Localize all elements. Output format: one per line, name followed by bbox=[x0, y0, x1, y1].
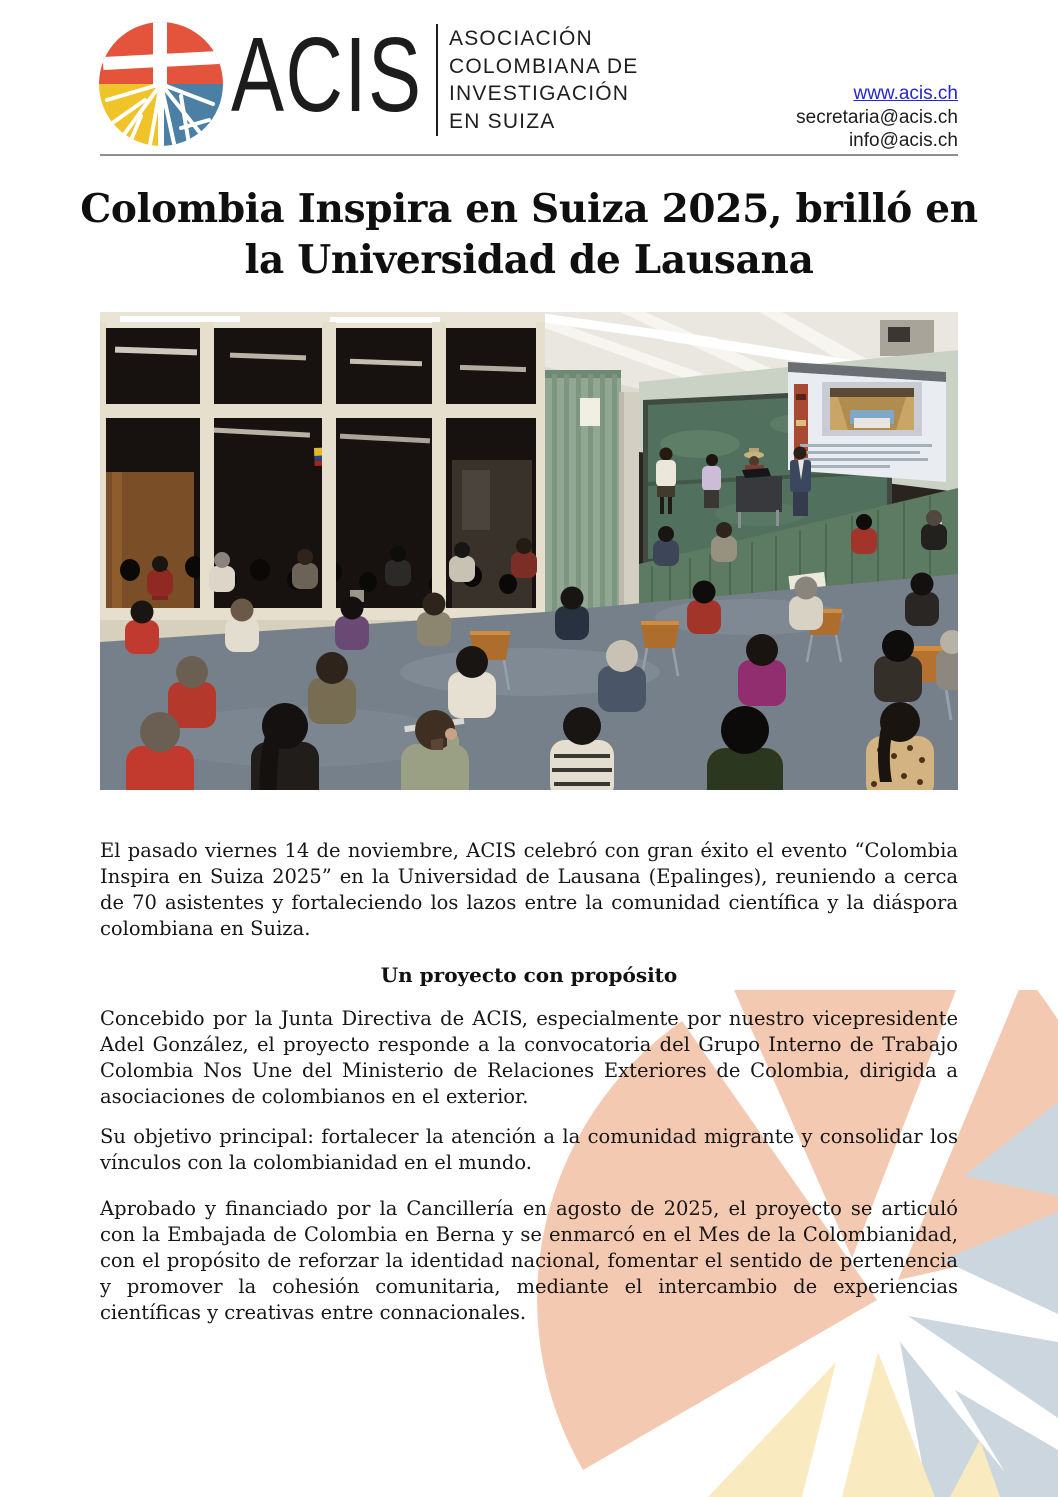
article-title-line2: la Universidad de Lausana bbox=[244, 237, 814, 283]
paragraph-4: Aprobado y financiado por la Cancillería en agosto de 2025, el proyecto se articuló con la Embajada de Colombia en Berna y se enmarcó en el Mes de la Colombianidad, con el propósito de reforzar la identidad nacional, fomentar el sentido de pertenencia y promover la cohesión comunitaria, mediante el intercambio de experiencias científicas y creativas entre connacionales. bbox=[100, 1197, 958, 1324]
contact-block bbox=[796, 82, 958, 153]
header-rule bbox=[100, 154, 958, 156]
event-photo bbox=[100, 312, 958, 790]
article-title bbox=[0, 184, 1058, 286]
article-body bbox=[100, 838, 958, 1326]
lecture-hall-photo-graphic bbox=[100, 312, 958, 790]
org-name bbox=[449, 25, 638, 135]
org-name-line: COLOMBIANA DE bbox=[449, 54, 639, 78]
email-secretaria: secretaria@acis.ch bbox=[796, 106, 958, 128]
paragraph-2: Concebido por la Junta Directiva de ACIS, especialmente por nuestro vicepresidente Adel González, el proyecto responde a la convocatoria del Grupo Interno de Trabajo Colombia Nos Une del Ministerio de Relaciones Exteriores de Colombia, dirigida a asociaciones de colombianos en el exterior. bbox=[100, 1007, 958, 1108]
paragraph-1: El pasado viernes 14 de noviembre, ACIS celebró con gran éxito el evento “Colombia Inspira en Suiza 2025” en la Universidad de Lausana (Epalinges), reuniendo a cerca de 70 asistentes y fortaleciendo los lazos entre la comunidad científica y la diáspora colombiana en Suiza. bbox=[100, 839, 958, 940]
section-heading: Un proyecto con propósito bbox=[380, 963, 678, 987]
acis-logo-icon bbox=[97, 16, 225, 153]
org-name-line: INVESTIGACIÓN bbox=[449, 82, 630, 105]
website-link[interactable]: www.acis.ch bbox=[853, 83, 958, 104]
acis-logo bbox=[97, 16, 225, 153]
speaker-box bbox=[580, 398, 600, 426]
header-divider bbox=[436, 24, 438, 136]
email-info: info@acis.ch bbox=[848, 130, 958, 151]
article-title-line1: Colombia Inspira en Suiza 2025, brilló en bbox=[80, 186, 978, 232]
acis-wordmark: ACIS bbox=[231, 16, 423, 134]
projection-screen bbox=[788, 362, 946, 482]
org-name-line: ASOCIACIÓN bbox=[449, 27, 593, 50]
org-name-line: EN SUIZA bbox=[449, 109, 556, 133]
paragraph-3: Su objetivo principal: fortalecer la atención a la comunidad migrante y consolidar los vínculos con la colombianidad en el mundo. bbox=[100, 1125, 958, 1174]
